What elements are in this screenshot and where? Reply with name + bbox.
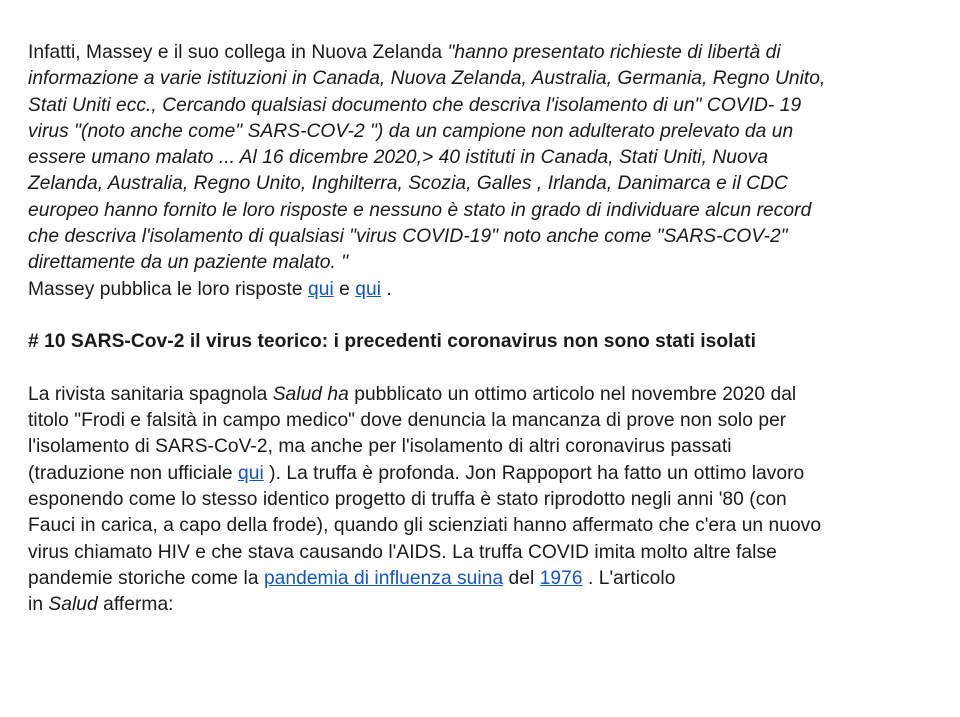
article-text: ). La truffa è profonda. Jon Rappoport ha fatto un ottimo lavoro — [263, 462, 805, 484]
document-body — [28, 40, 948, 619]
article-text: afferma: — [97, 594, 174, 616]
massey-conjunction: e — [333, 278, 356, 300]
massey-link-1[interactable]: qui — [308, 278, 334, 300]
article-text: pandemie storiche come la — [28, 567, 264, 589]
massey-line — [28, 277, 948, 303]
article-line-9 — [28, 592, 948, 618]
quote-line-8: che descriva l'isolamento di qualsiasi "virus COVID-19" noto anche come "SARS-COV-2" — [28, 226, 788, 248]
article-line-6: Fauci in carica, a capo della frode), quando gli scienziati hanno affermato che c'era un nuovo — [28, 515, 822, 537]
article-line-5: esponendo come lo stesso identico progetto di truffa è stato riprodotto negli anni '80 (con — [28, 489, 787, 511]
article-text: del — [503, 567, 540, 589]
article-line-2: titolo "Frodi e falsità in campo medico" dove denuncia la mancanza di prove non solo per — [28, 410, 787, 432]
article-text: La rivista sanitaria spagnola — [28, 383, 273, 405]
quote-line-3: Stati Uniti ecc., Cercando qualsiasi documento che descriva l'isolamento di un" COVID- 19 — [28, 94, 802, 116]
spacer — [28, 303, 948, 329]
quote-line-5: essere umano malato ... Al 16 dicembre 2020,> 40 istituti in Canada, Stati Uniti, Nuova — [28, 147, 769, 169]
massey-end: . — [381, 278, 392, 300]
salud-title: Salud ha — [272, 383, 349, 405]
article-text: in — [28, 594, 49, 616]
article-line-4 — [28, 461, 948, 487]
quote-line-9: direttamente da un paziente malato. " — [28, 252, 349, 274]
article-text: pubblicato un ottimo articolo nel novembre 2020 dal — [348, 383, 797, 405]
section-heading: # 10 SARS-Cov-2 il virus teorico: i precedenti coronavirus non sono stati isolati — [28, 331, 757, 353]
massey-text: Massey pubblica le loro risposte — [28, 278, 308, 300]
article-line-8 — [28, 566, 948, 592]
swine-flu-link[interactable]: pandemia di influenza suina — [263, 567, 504, 589]
massey-link-2[interactable]: qui — [355, 278, 382, 300]
quote-text: "hanno presentato richieste di libertà di — [447, 42, 781, 63]
article-line-7: virus chiamato HIV e che stava causando l'AIDS. La truffa COVID imita molto altre false — [28, 541, 777, 563]
article-line-1 — [28, 382, 948, 408]
salud-title: Salud — [48, 594, 98, 616]
quote-line-6: Zelanda, Australia, Regno Unito, Inghilterra, Scozia, Galles , Irlanda, Danimarca e il CDC — [28, 173, 788, 195]
article-line-3: l'isolamento di SARS-CoV-2, ma anche per l'isolamento di altri coronavirus passati — [28, 436, 732, 458]
year-1976-link[interactable]: 1976 — [539, 567, 583, 589]
quote-intro-text: Infatti, Massey e il suo collega in Nuova Zelanda — [28, 42, 448, 63]
spacer — [28, 356, 948, 382]
quote-line-4: virus "(noto anche come" SARS-COV-2 ") da un campione non adulterato prelevato da un — [28, 120, 794, 142]
quote-line-1 — [28, 40, 948, 66]
quote-line-7: europeo hanno fornito le loro risposte e nessuno è stato in grado di individuare alcun record — [28, 199, 812, 221]
article-text: . L'articolo — [582, 567, 676, 589]
translation-link[interactable]: qui — [238, 462, 264, 484]
quote-line-2: informazione a varie istituzioni in Canada, Nuova Zelanda, Australia, Germania, Regno Unito, — [28, 68, 826, 90]
article-text: (traduzione non ufficiale — [28, 462, 239, 484]
